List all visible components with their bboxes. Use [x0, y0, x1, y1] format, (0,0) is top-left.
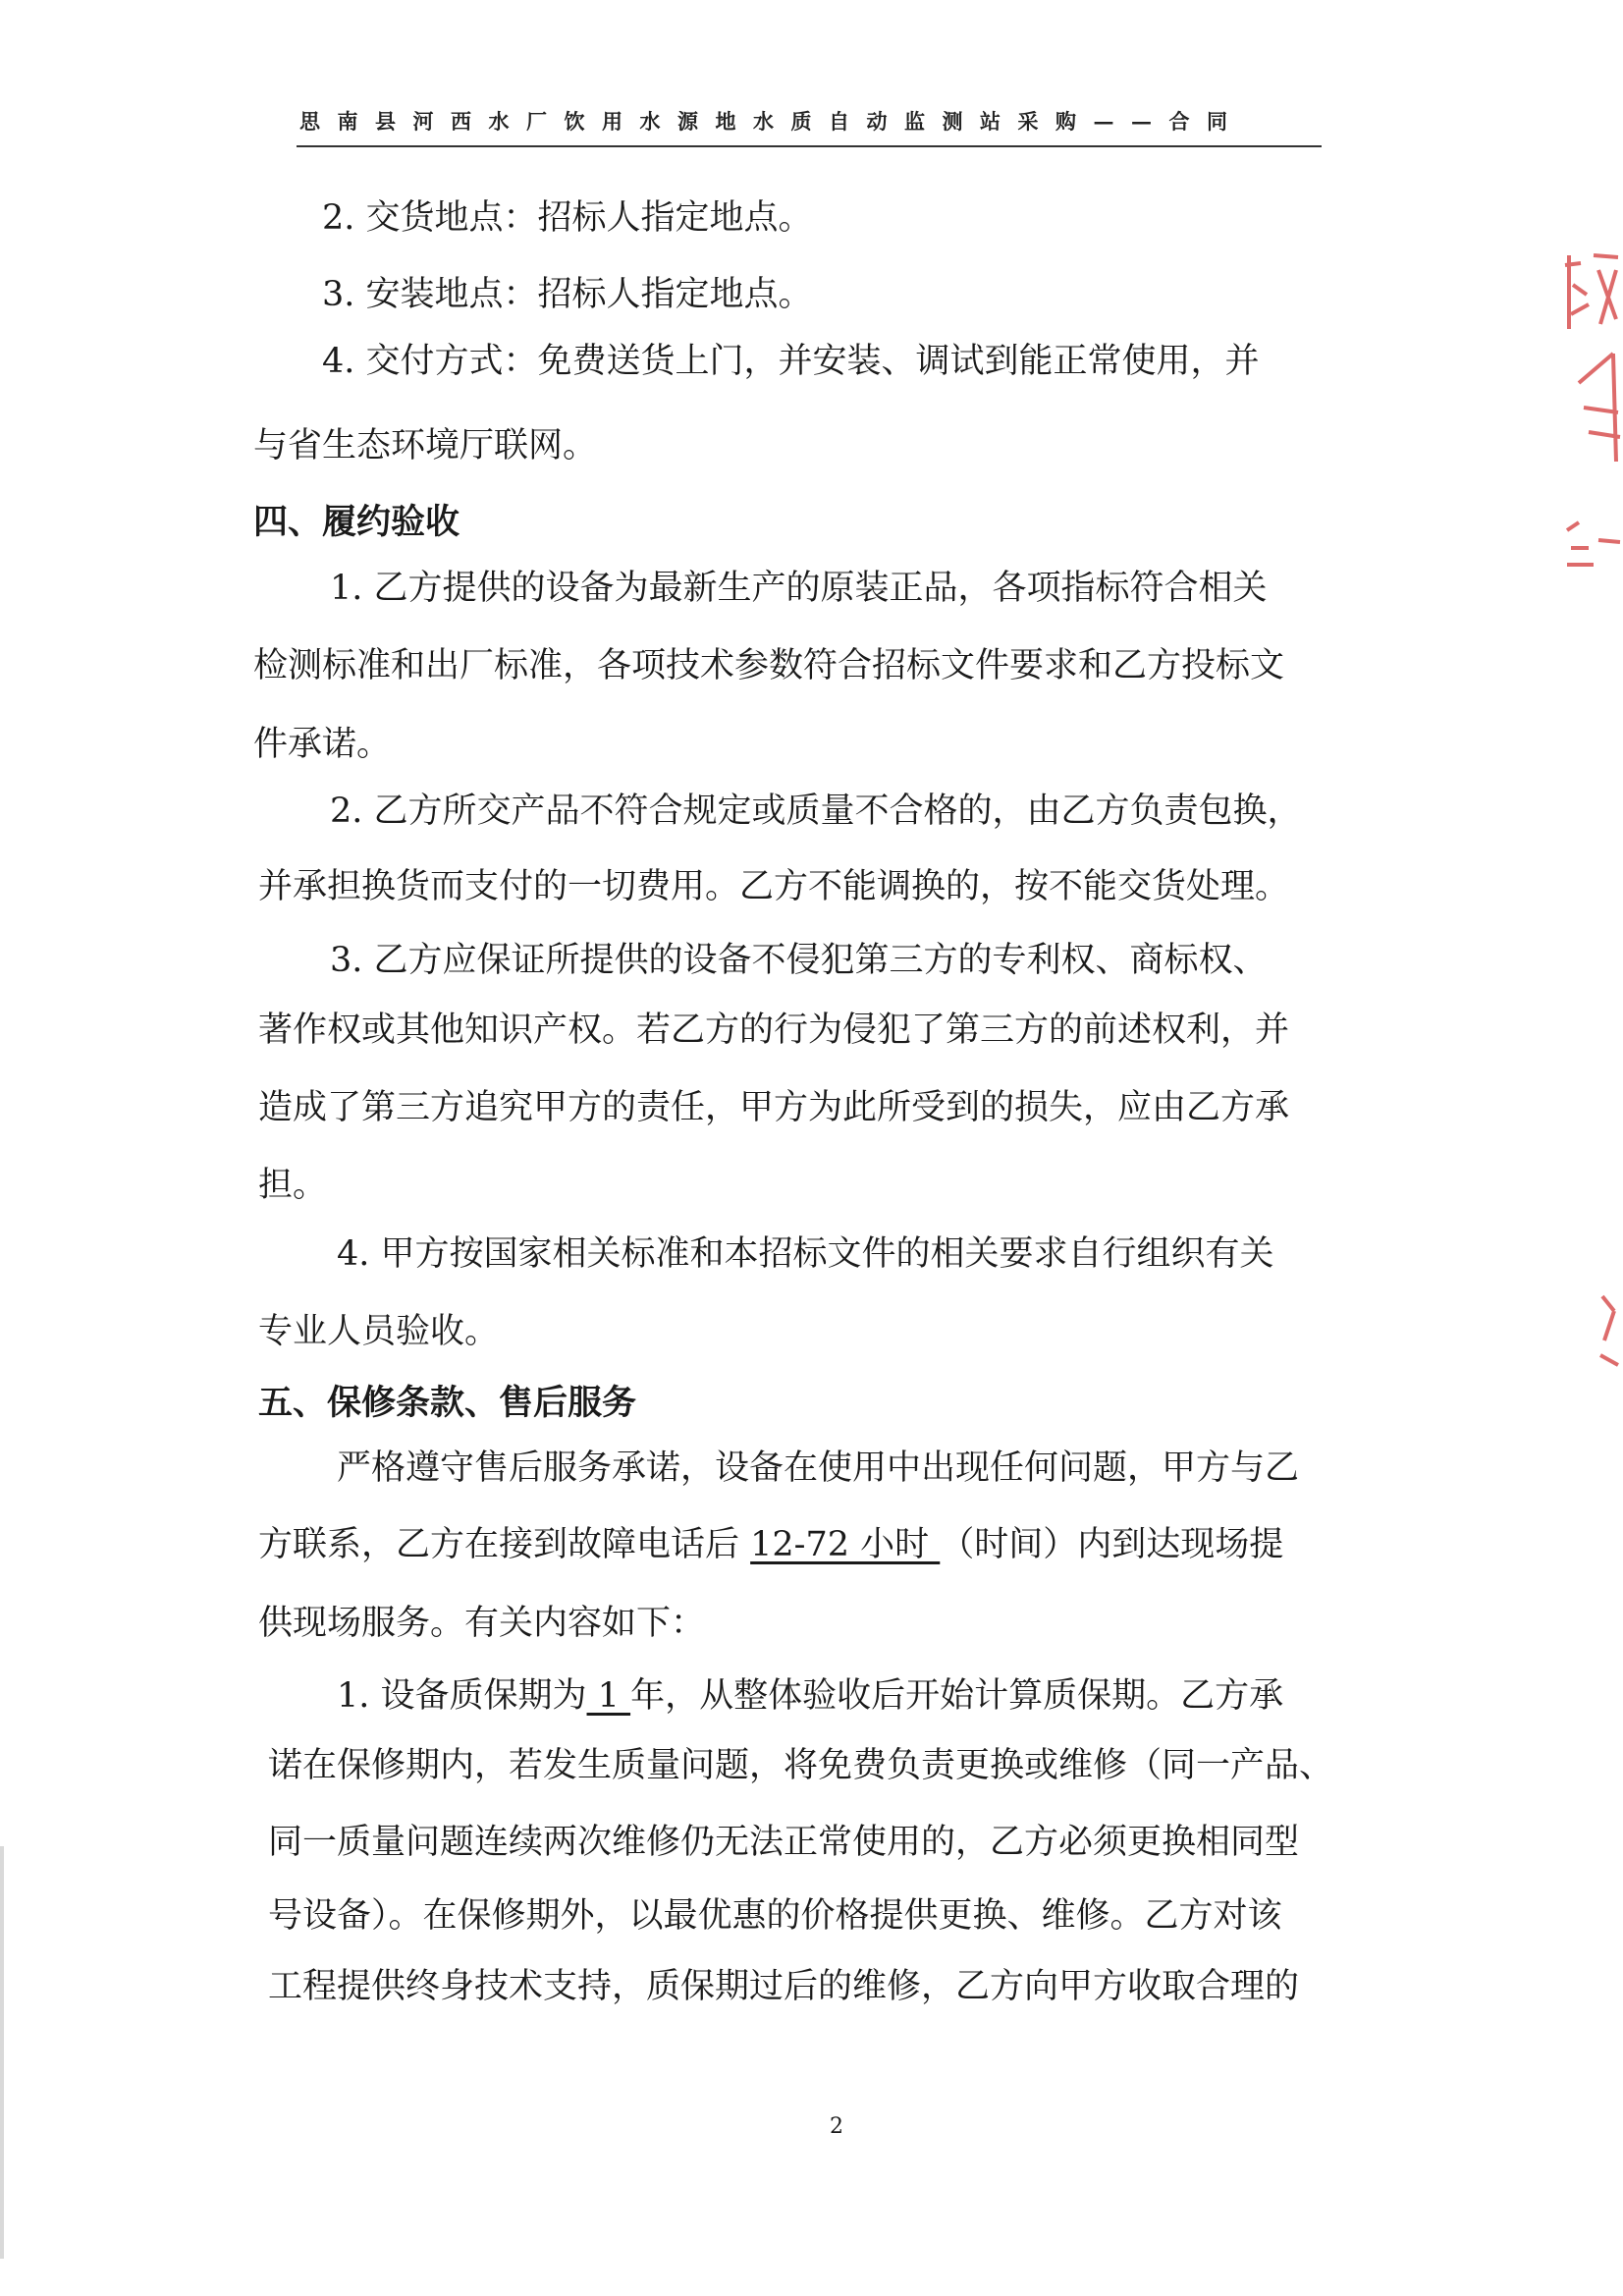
text-line: 1. 乙方提供的设备为最新生产的原装正品，各项指标符合相关 — [330, 569, 1268, 608]
text-line: 担。 — [258, 1166, 328, 1205]
text-segment: 1. 设备质保期为 — [337, 1676, 587, 1716]
text-line: 著作权或其他知识产权。若乙方的行为侵犯了第三方的前述权利，并 — [258, 1011, 1290, 1050]
text-line: 与省生态环境厅联网。 — [253, 426, 598, 465]
text-line: 诺在保修期内，若发生质量问题，将免费负责更换或维修（同一产品、 — [268, 1746, 1334, 1785]
header-rule — [297, 145, 1322, 147]
text-segment: （时间）内到达现场提 — [940, 1525, 1284, 1564]
text-line: 号设备）。在保修期外，以最优惠的价格提供更换、维修。乙方对该 — [268, 1896, 1282, 1936]
seal-stamp-fragment — [1559, 236, 1623, 579]
section-heading: 四、履约验收 — [253, 502, 460, 542]
text-line: 2. 乙方所交产品不符合规定或质量不合格的，由乙方负责包换， — [330, 792, 1302, 831]
text-segment: 年，从整体验收后开始计算质保期。乙方承 — [630, 1676, 1284, 1716]
text-line: 检测标准和出厂标准，各项技术参数符合招标文件要求和乙方投标文 — [253, 646, 1285, 685]
text-line: 4. 交付方式：免费送货上门，并安装、调试到能正常使用，并 — [322, 342, 1260, 381]
text-line: 专业人员验收。 — [258, 1312, 500, 1351]
text-line: 3. 乙方应保证所提供的设备不侵犯第三方的专利权、商标权、 — [330, 941, 1268, 980]
response-time-value: 12-72 小时 — [750, 1525, 941, 1564]
text-line: 严格遵守售后服务承诺，设备在使用中出现任何问题，甲方与乙 — [337, 1449, 1300, 1488]
text-line: 3. 安装地点：招标人指定地点。 — [322, 275, 813, 314]
text-line: 工程提供终身技术支持，质保期过后的维修，乙方向甲方收取合理的 — [268, 1967, 1300, 2006]
section-heading: 五、保修条款、售后服务 — [258, 1383, 637, 1423]
text-line: 同一质量问题连续两次维修仍无法正常使用的，乙方必须更换相同型 — [268, 1823, 1300, 1862]
text-line: 4. 甲方按国家相关标准和本招标文件的相关要求自行组织有关 — [337, 1234, 1274, 1274]
warranty-years-value: 1 — [586, 1676, 631, 1716]
text-line — [258, 1525, 1284, 1564]
seal-stamp-edge — [1595, 1286, 1623, 1375]
text-line: 造成了第三方追究甲方的责任，甲方为此所受到的损失，应由乙方承 — [258, 1088, 1290, 1127]
text-line: 并承担换货而支付的一切费用。乙方不能调换的，按不能交货处理。 — [258, 867, 1290, 906]
document-header: 思南县河西水厂饮用水源地水质自动监测站采购——合同 — [299, 109, 1245, 134]
text-line: 2. 交货地点：招标人指定地点。 — [322, 198, 813, 238]
scan-binding-edge — [0, 1846, 4, 2259]
page-number: 2 — [830, 2114, 843, 2139]
text-line: 供现场服务。有关内容如下： — [258, 1604, 706, 1643]
text-line — [337, 1676, 1284, 1716]
text-segment: 方联系，乙方在接到故障电话后 — [258, 1525, 751, 1564]
text-line: 件承诺。 — [253, 725, 392, 764]
